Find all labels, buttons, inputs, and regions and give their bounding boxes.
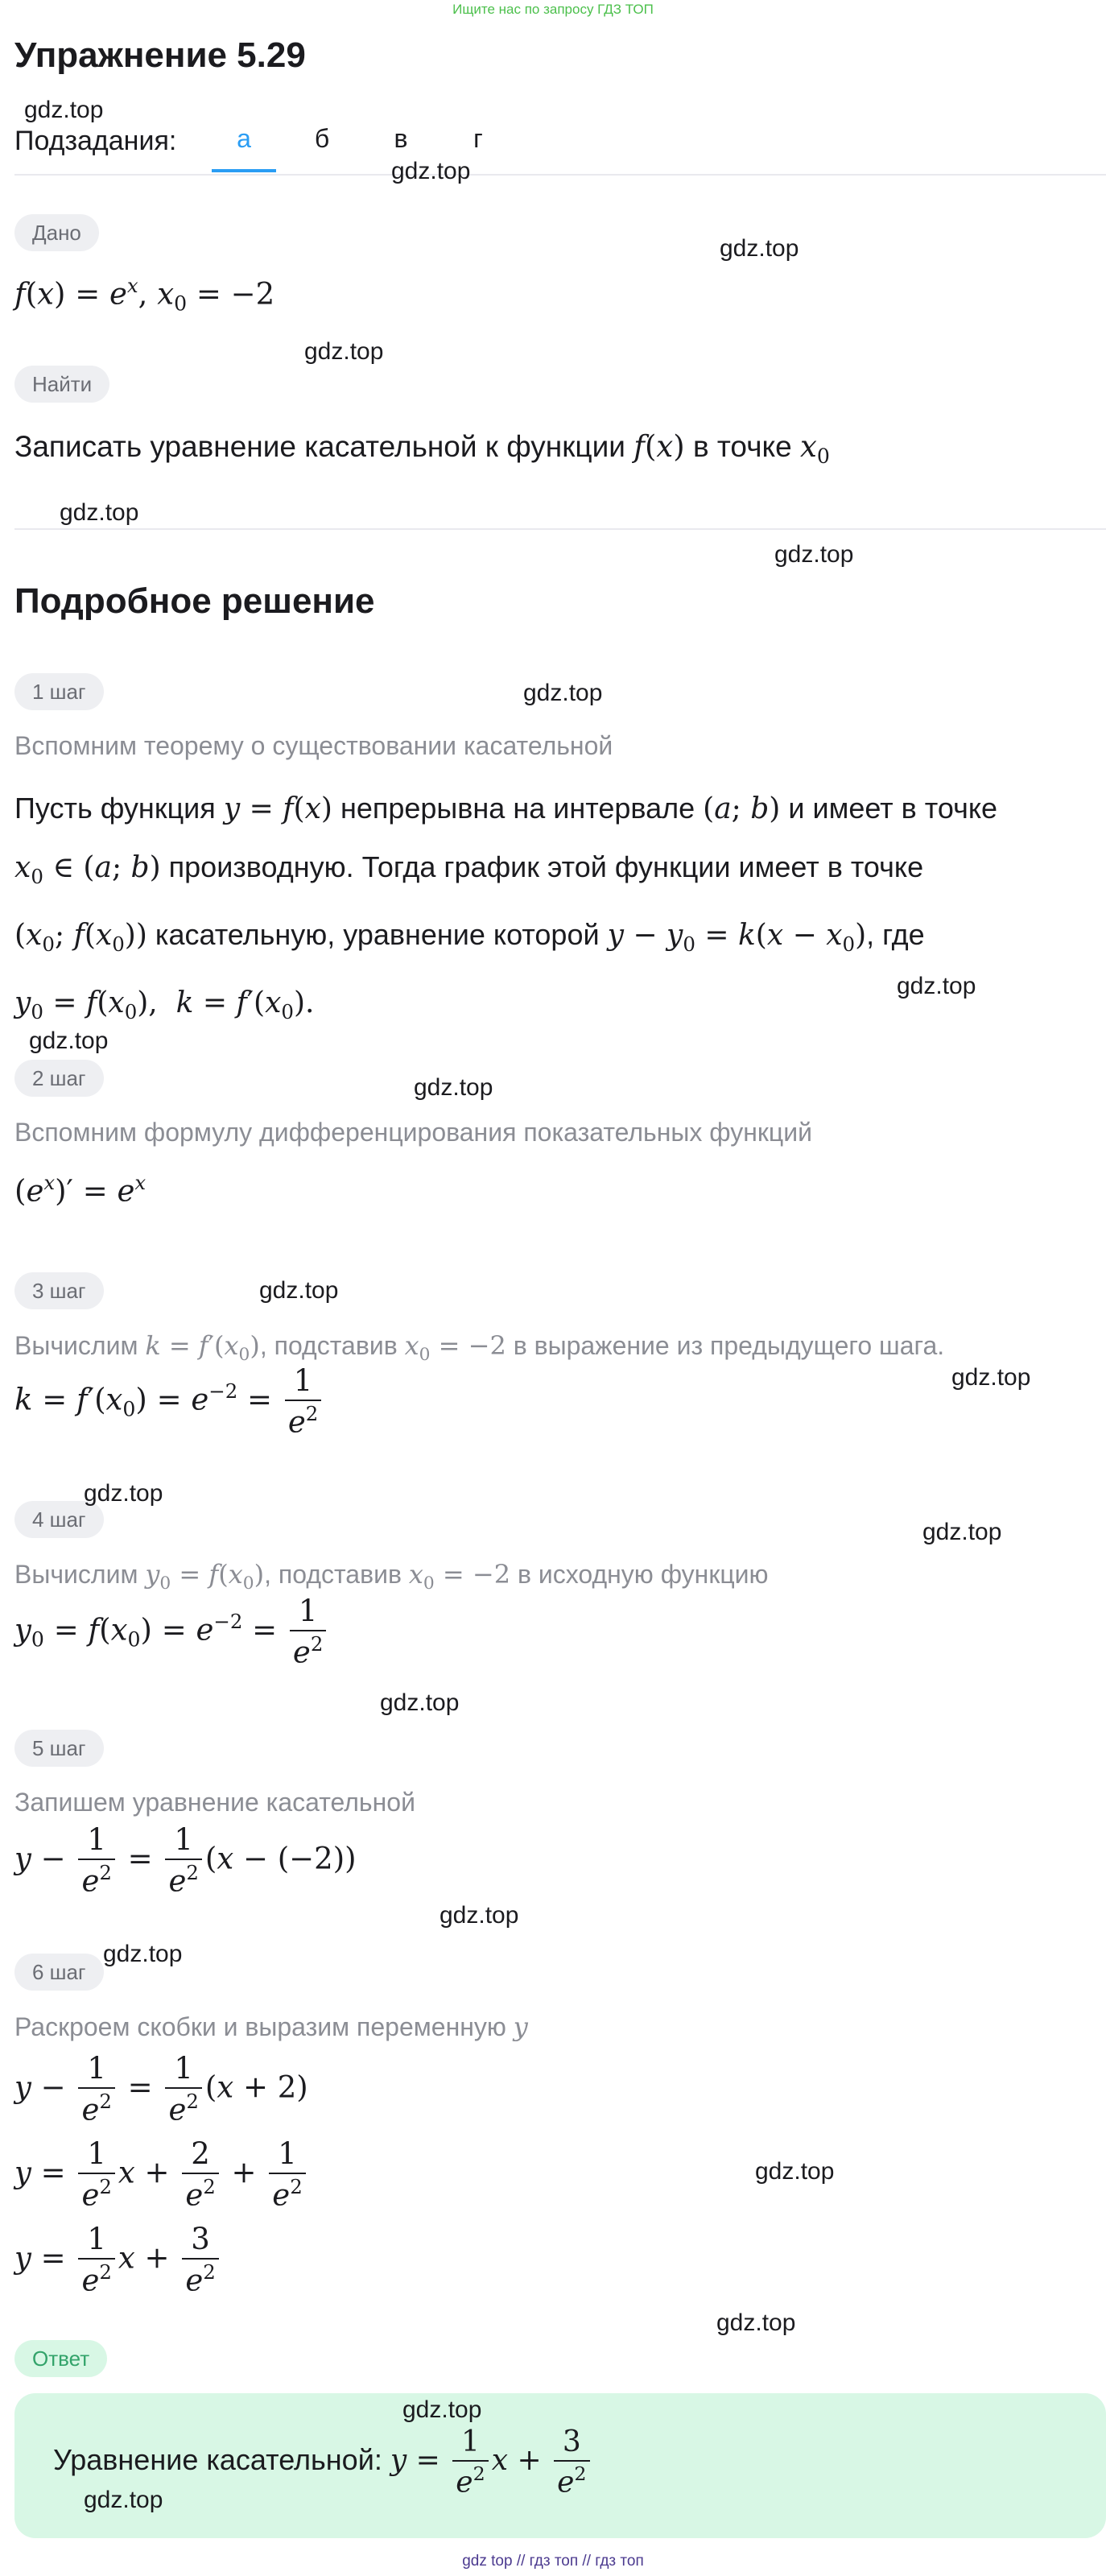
- step-6-formula-2: y = $\frac{1}{e^2}$ x + $\frac{2}{e^2}$ + $\frac{1}{e^2}$: [14, 2139, 309, 2211]
- step-5-badge: 5 шаг: [14, 1730, 104, 1767]
- section-divider: [14, 528, 1106, 530]
- step-1-hint: Вспомним теорему о существовании касательной: [14, 731, 613, 760]
- step-6-hint: Раскроем скобки и выразим переменную y: [14, 2012, 528, 2042]
- watermark: gdz.top: [716, 2309, 796, 2336]
- watermark: gdz.top: [29, 1028, 109, 1054]
- watermark: gdz.top: [720, 235, 799, 262]
- watermark: gdz.top: [402, 2396, 482, 2423]
- answer-text: Уравнение касательной: y = $\frac{1}{e^2}$ x + $\frac{3}{e^2}$: [53, 2427, 593, 2498]
- step-5-hint: Запишем уравнение касательной: [14, 1788, 415, 1817]
- tab-a[interactable]: а: [212, 124, 276, 172]
- tab-b[interactable]: б: [314, 124, 330, 153]
- step-6-formula-1: y − $\frac{1}{e^2}$ = $\frac{1}{e^2}$ (x + 2): [14, 2051, 308, 2127]
- watermark: gdz.top: [414, 1074, 493, 1101]
- watermark: gdz.top: [304, 338, 384, 365]
- watermark: gdz.top: [60, 499, 139, 526]
- watermark: gdz.top: [391, 158, 471, 184]
- top-search-link[interactable]: Ищите нас по запросу ГДЗ ТОП: [452, 2, 654, 17]
- step-3-hint: Вычислим $k = f'(x_0)$, подставив $x_0 = -2$ в выражение из предыдущего шага.: [14, 1330, 945, 1365]
- step-4-badge: 4 шаг: [14, 1501, 104, 1538]
- given-badge: Дано: [14, 214, 99, 251]
- step-2-hint: Вспомним формулу дифференцирования показательных функций: [14, 1118, 812, 1147]
- watermark: gdz.top: [103, 1941, 183, 1967]
- subtasks-tabs: [14, 118, 1106, 176]
- step-1-badge: 1 шаг: [14, 673, 104, 710]
- step-2-badge: 2 шаг: [14, 1060, 104, 1097]
- watermark: gdz.top: [84, 2487, 163, 2513]
- subtasks-label: Подзадания:: [14, 126, 177, 156]
- watermark: gdz.top: [523, 680, 603, 706]
- watermark: gdz.top: [951, 1364, 1031, 1391]
- answer-badge: Ответ: [14, 2340, 107, 2377]
- watermark: gdz.top: [24, 97, 104, 123]
- watermark: gdz.top: [84, 1480, 163, 1507]
- page-title: Упражнение 5.29: [14, 35, 306, 75]
- watermark: gdz.top: [380, 1689, 460, 1716]
- footer-links[interactable]: gdz top // гдз топ // гдз топ: [462, 2553, 644, 2570]
- step-5-formula: y − $\frac{1}{e^2}$ = $\frac{1}{e^2}$ (x − (−2)): [14, 1822, 357, 1899]
- watermark: gdz.top: [897, 973, 976, 999]
- step-4-hint: Вычислим $y_0 = f(x_0)$, подставив $x_0 = -2$ в исходную функцию: [14, 1559, 769, 1594]
- solution-title: Подробное решение: [14, 581, 375, 621]
- step-3-formula: $k = f'(x_0) = e^{-2}$ = $\frac{1}{e^2}$: [14, 1366, 324, 1438]
- step-6-formula-3: y = $\frac{1}{e^2}$ x + $\frac{3}{e^2}$: [14, 2224, 222, 2297]
- watermark: gdz.top: [440, 1902, 519, 1929]
- watermark: gdz.top: [774, 541, 854, 568]
- given-formula: $f(x) = e^x$, $x_0 = -2$: [14, 274, 275, 316]
- step-2-formula: $(e^x)' = e^x$: [14, 1171, 147, 1209]
- find-badge: Найти: [14, 366, 109, 403]
- step-4-formula: $y_0 = f(x_0) = e^{-2}$ = $\frac{1}{e^2}$: [14, 1596, 329, 1668]
- watermark: gdz.top: [259, 1277, 339, 1304]
- step-1-text: Пусть функция y = f(x) непрерывна на интервале (a; b) и имеет в точке $x_0$ ∈ (a; b) производную. Тогда график этой функции имеет в точке ($x_0$; $f(x_0)$) касательную, уравнение которой $y - y_0 = k(x - x_0)$, где $y_0 = f(x_0)$, $k = f'(x_0)$.: [14, 792, 998, 1023]
- find-text: Записать уравнение касательной к функции f(x) в точке $x_0$: [14, 429, 830, 469]
- answer-box: [14, 2393, 1106, 2538]
- tab-v[interactable]: в: [394, 124, 408, 153]
- step-3-badge: 3 шаг: [14, 1272, 104, 1309]
- tab-g[interactable]: г: [473, 124, 483, 153]
- step-6-badge: 6 шаг: [14, 1954, 104, 1991]
- watermark: gdz.top: [755, 2158, 835, 2185]
- watermark: gdz.top: [922, 1519, 1002, 1545]
